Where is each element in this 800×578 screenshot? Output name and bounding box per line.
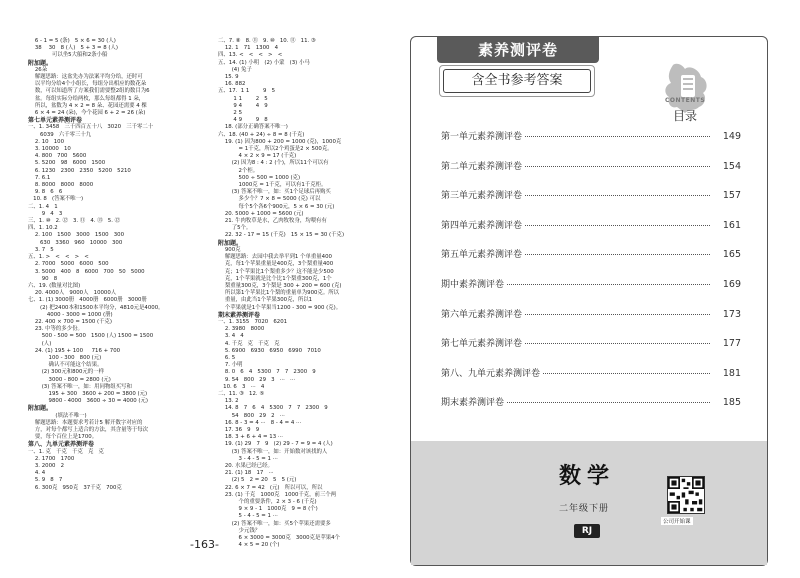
toc-entry[interactable] — [441, 129, 741, 159]
answer-line: 500 ÷ 500 = 1000 (克) — [218, 174, 301, 181]
answer-line: 了5个。 — [218, 225, 252, 232]
answer-line: 2. 7000 5000 6000 500 — [28, 261, 109, 268]
page-number: -163- — [190, 538, 219, 551]
answer-line: 21. 牛肉牧草是水，乙肉牧牧身，均喂有有 — [218, 218, 327, 225]
answer-line: 可以坐5大船和2条小船 — [28, 52, 108, 59]
answer-line: 五、17. 1 1 9 5 — [218, 88, 276, 95]
answer-line: 500 - 500 = 500 1500 (人) 1500 = 1500 — [28, 333, 154, 340]
answer-line: 4 × 5 = 20 (个) — [218, 542, 280, 549]
answer-line: 9 4 3 — [28, 210, 63, 217]
answer-line: 解题思路：这盆先办为法案平均分给，还时可 — [28, 74, 143, 81]
answer-line: (2) 5 2 = 20 5 5 (元) — [218, 477, 297, 484]
answer-line: 9 4 4 9 — [218, 102, 268, 109]
answer-line: 四、13. < < < > < — [218, 52, 283, 59]
grade-label: 二年级下册 — [559, 504, 610, 514]
answer-line: 2. 1700 1700 — [28, 455, 75, 462]
toc-leader-dots — [525, 314, 710, 315]
answer-line: 14. 8 7 6 4 5300 7 7 2300 9 — [218, 405, 328, 412]
answer-line: 3000 - 800 = 2800 (元) — [28, 376, 111, 383]
answer-line: 梨重量300克，3个梨是 300 + 200 = 600 (克) — [218, 282, 342, 289]
answer-line: 克，每1个苹果重量是400克，3个梨重量400 — [218, 261, 334, 268]
toc-entry-title: 第二单元素养测评卷 — [441, 161, 523, 172]
answer-line: (3) 答案不唯一，如：用同物组买写和 — [28, 383, 132, 390]
answer-line: 个苹果就是1个苹果当1200 - 300 = 900 (克)。 — [218, 304, 342, 311]
answer-line: 以平均分给4个小组长，每组分出相应的数花朵 — [28, 81, 147, 88]
toc-entry[interactable] — [441, 277, 741, 307]
answer-line: 90 8 — [28, 275, 58, 282]
answer-line: 3. 7 5 — [28, 246, 54, 253]
toc-entry-page: 154 — [722, 160, 741, 172]
answer-line: 每个5个各6个900元，5 × 6 = 30 (元) — [218, 203, 335, 210]
answer-line: 9. 54 800 29 3 ··· ··· — [218, 376, 296, 383]
answer-line: 6 × 4 = 24 (朵)，今个花园 6 + 2 = 26 (朵) — [28, 110, 146, 117]
toc-entry-page: 157 — [722, 190, 741, 202]
answer-column-middle — [218, 38, 406, 549]
answer-line: 10. 6 3 ··· 4 — [218, 383, 265, 390]
answer-line: (2) 答案不唯一，如：买5个苹果还需要多 — [218, 520, 331, 527]
toc-leader-dots — [507, 284, 710, 285]
answer-line: 6. 300克 950克 37千克 700克 — [28, 484, 122, 491]
answer-line: 3. 2000 2 — [28, 462, 64, 469]
answer-line: (4) 兔子 — [218, 66, 252, 73]
answer-line: 26朵 — [28, 66, 48, 73]
answer-line: 附加题。 — [28, 405, 53, 413]
toc-entry-page: 161 — [722, 219, 741, 231]
answer-line: 2 5 — [218, 110, 242, 117]
answer-line: 7. 小明 — [218, 362, 243, 369]
answer-line: 4000 - 3000 = 1000 (册) — [28, 311, 113, 318]
answer-line: 20. 5000 + 1000 = 5600 (元) — [218, 210, 304, 217]
toc-entry-page: 149 — [722, 131, 741, 142]
answer-line: (2) 把2400本和1500本平均分，4810元是4000。 — [28, 304, 164, 311]
answer-line: 7. 6.1 — [28, 174, 51, 181]
answer-line: 2个柜。 — [218, 167, 259, 174]
answer-line: 克；1个苹果比1个梨重多少？这不能是少500 — [218, 268, 334, 275]
answer-line: 重量，由此当1个苹果300克，所以1 — [218, 297, 313, 304]
answer-line: 2. 100 1500 3000 1500 300 — [28, 232, 125, 239]
toc-entry-page: 181 — [722, 367, 741, 379]
answer-line: 15. 9 — [218, 74, 239, 81]
answer-line: 6 × 3000 = 3000克 3000克是苹果4个 — [218, 535, 340, 542]
answer-line: 1000克 = 1千克，可以有1千克柜。 — [218, 182, 327, 189]
answer-line: 20. 水果已经已经。 — [218, 462, 273, 469]
toc-entry[interactable] — [441, 247, 741, 277]
answer-line: 9 × 9 - 1 1000克 9 = 8 (个) — [218, 506, 318, 513]
answer-line: 9. 8 6 6 — [28, 189, 63, 196]
toc-entry-title: 第五单元素养测评卷 — [441, 250, 523, 261]
cover-lower-band — [411, 441, 767, 565]
subject-title: 数学 — [559, 464, 616, 489]
toc-entry-page: 169 — [722, 278, 741, 290]
toc-entry[interactable] — [441, 395, 741, 425]
answer-line: 22. 32 - 17 = 15 (千克) 15 × 15 = 30 (千克) — [218, 232, 345, 239]
answer-line: 3 - 4 - 5 = 1 ··· — [218, 455, 278, 462]
toc-entry-title: 第四单元素养测评卷 — [441, 220, 523, 231]
toc-leader-dots — [525, 254, 710, 255]
answer-line: 38 30 8 (人) 5 + 3 = 8 (人) — [28, 45, 118, 52]
answer-line: 12. 1 71 1300 4 — [218, 45, 278, 52]
answer-line: 23. 中等的多少份。 — [28, 326, 83, 333]
answer-line: 少元钱？ — [218, 527, 261, 534]
qr-caption: 公司开始课 — [663, 519, 691, 525]
toc-entry-page: 185 — [722, 397, 741, 409]
answer-line: 三、1. ⑩ 2. ⑫ 3. ⑪ 4. ⑬ 5. ⑫ — [28, 218, 121, 225]
toc-entry-title: 期中素养测评卷 — [441, 279, 505, 290]
answer-line: 16. 882 — [218, 81, 246, 88]
toc-heading: 目录 — [673, 109, 698, 123]
answer-line: 一、1. 3155 7020 6201 — [218, 318, 288, 325]
answer-line: 5. 5200 98 6000 1500 — [28, 160, 106, 167]
toc-entry-title: 第一单元素养测评卷 — [441, 132, 523, 142]
toc-entry-title: 第七单元素养测评卷 — [441, 339, 523, 350]
edition-badge: RJ — [574, 524, 600, 538]
answer-line: 54 800 29 2 ··· — [218, 412, 285, 419]
answer-line: 100 - 300 800 (元) — [28, 354, 102, 361]
toc-panel — [410, 36, 768, 566]
answer-line: 第七单元素养测评卷 — [28, 117, 83, 125]
answer-line: (人) — [28, 340, 52, 347]
toc-leader-dots — [525, 136, 710, 137]
toc-entry-title: 第八、九单元素养测评卷 — [441, 368, 541, 379]
answer-line: 附加题。 — [28, 59, 53, 67]
answer-line: = 1千克，所以2个鸡蛋是2 × 500克。 — [218, 146, 333, 153]
answer-line: (3) 答案不唯一，如：买1个足球后再购买 — [218, 189, 331, 196]
answer-line: 19. (1) 因为800 + 200 = 1000 (克)，1000克 — [218, 138, 342, 145]
answer-line: 23. (1) 千克 1000克 1000千克，前三个两 — [218, 491, 337, 498]
answer-line: (2) 300元和800元的一样 — [28, 369, 104, 376]
answer-line: 4 9 9 8 — [218, 117, 268, 124]
answer-line: 4. 4 — [28, 470, 46, 477]
answer-line: 个的重要条件，2 × 3 - 6 (千克) — [218, 499, 317, 505]
answer-line: 195 + 300 3600 + 200 = 3800 (元) — [28, 390, 148, 397]
answer-line: 24. (1) 195 + 100 716 + 700 — [28, 347, 121, 354]
answer-line: 一、1. 克 千克 千克 克 克 — [28, 448, 104, 455]
answer-line: 8. 0 6 4 5300 7 7 2300 9 — [218, 369, 316, 376]
toc-entry[interactable] — [441, 366, 741, 396]
toc-entry[interactable] — [441, 159, 741, 189]
answer-line: 17. 36 9 9 — [218, 426, 260, 433]
answer-line: (填法不唯一) — [28, 412, 87, 419]
qr-code-icon — [667, 476, 705, 514]
answer-line: 方，对每个都写上适合的方法，其含量等于每次 — [28, 426, 149, 433]
answer-line: 3. 10000 10 — [28, 146, 71, 153]
answer-line: 4. 千克 克 千克 克 — [218, 340, 280, 347]
table-of-contents — [441, 129, 741, 425]
toc-entry-title: 期末素养测评卷 — [441, 398, 505, 409]
answer-line: 二、11. ③ 12. ⑤ — [218, 390, 265, 397]
answer-line: 5. 6900 6930 6950 6990 7010 — [218, 347, 321, 354]
answer-line: 所以，盆数为 4 × 2 = 8 朵、花园还需要 4 棵 — [28, 102, 147, 109]
answer-line: (3) 答案不唯一，如：开始数对该找的人 — [218, 448, 328, 455]
answer-line: 22. 400 × 700 = 1500 (千克) — [28, 318, 113, 325]
answer-line: 克，1个苹果就是比个比1个梨重300克，1个 — [218, 275, 332, 282]
answer-line: 所以第1个苹果比1个梨的重量单为900克。所以 — [218, 290, 340, 297]
toc-leader-dots — [525, 343, 710, 344]
answer-line: 19. (1) 29 7 9 (2) 29 - 7 = 9 = 4 (人) — [218, 441, 333, 448]
toc-entry-page: 165 — [722, 249, 741, 261]
answer-line: 二、7. ⑧ 8. ⑪ 9. ⑩ 10. ⑪ 11. ③ — [218, 38, 316, 44]
answer-line: 期末素养测评卷 — [218, 311, 261, 319]
toc-leader-dots — [525, 195, 710, 196]
answer-line: 10. 8 (答案不唯一) — [28, 196, 84, 203]
toc-leader-dots — [507, 402, 710, 403]
header-subtitle: 含全书参考答案 — [443, 69, 591, 93]
answer-line: 六、19. (数量对比图) — [28, 282, 81, 289]
header-title: 素养测评卷 — [437, 37, 599, 63]
answer-line: 6039 六千零三十九 — [28, 131, 92, 138]
answer-line: 附加题。 — [218, 239, 243, 247]
answer-line: 5 - 4 - 5 = 1 ··· — [218, 513, 278, 520]
answer-line: 2. 10 100 — [28, 138, 64, 145]
answer-line: 1 1 2 5 — [218, 95, 268, 102]
toc-leader-dots — [525, 166, 710, 167]
answer-line: 3. 4 4 — [218, 333, 244, 340]
answer-line: 6 - 1 = 5 (条) 5 × 6 = 30 (人) — [28, 38, 116, 44]
answer-line: 解题思路：本题要求考若计5 解开数字对应的 — [28, 419, 143, 426]
answer-line: 9800 - 4000 3600 ÷ 30 = 4000 (元) — [28, 398, 149, 405]
toc-entry[interactable] — [441, 336, 741, 366]
answer-line: 一、1. 3458 三千四百五十八 3020 三千零二十 — [28, 124, 154, 131]
answer-line: 18. 3 + 6 + 4 = 13 ··· — [218, 434, 283, 441]
answer-line: 4 × 2 × 9 = 17 (千克) — [218, 153, 297, 160]
answer-line: 5. 9 8 7 — [28, 477, 63, 484]
answer-line: 第八、九单元素养测评卷 — [28, 441, 95, 449]
toc-leader-dots — [543, 373, 710, 374]
answer-line: (2) 因为8 : 4 : 2 (个)，所以11个可以有 — [218, 160, 329, 167]
answer-line: 解题思路：去园中我去举平到1 个单重量400 — [218, 254, 332, 261]
answer-line: 21. (1) 18 17 ··· — [218, 470, 274, 477]
answer-line: 18. (部分正确答案不唯一) — [218, 124, 288, 131]
answer-line: 630 3360 960 10000 300 — [28, 239, 123, 246]
answer-column-left — [28, 38, 218, 543]
toc-entry-title: 第六单元素养测评卷 — [441, 309, 523, 320]
toc-entry-page: 177 — [722, 338, 741, 350]
answer-line: 6. 5 — [218, 354, 236, 361]
answer-line: 二、1. 4 1 — [28, 203, 58, 210]
answer-line: 五、14. (1) 小明 (2) 小蒙 (3) 小马 — [218, 59, 310, 66]
answer-line: 13. 2 — [218, 398, 239, 405]
answer-line: 数，可以知道所了方案我们需要整2组的数目为6 — [28, 88, 150, 95]
toc-entry-title: 第三单元素养测评卷 — [441, 191, 523, 202]
answer-line: 900克 — [218, 246, 241, 253]
answer-line: 22. 6 × 7 = 42 (元) 所以可以，所以 — [218, 484, 323, 491]
answer-line: 四、1. 10.2 — [28, 225, 58, 232]
answer-line: 要，每个百位上是1700。 — [28, 434, 98, 441]
answer-line: 六、18. (40 + 24) ÷ 8 = 8 (千克) — [218, 131, 305, 138]
toc-entry[interactable] — [441, 218, 741, 248]
answer-line: 16. 8 - 3 = 4 ··· 8 - 4 = 4 ··· — [218, 419, 302, 426]
toc-entry-page: 173 — [722, 308, 741, 320]
contents-label: CONTENTS — [665, 97, 706, 104]
answer-line: 6. 1230 2300 2350 5200 5210 — [28, 167, 131, 174]
toc-entry[interactable] — [441, 188, 741, 218]
answer-line: 确认不可能这个结果。 — [28, 362, 103, 369]
answer-line: 2. 3980 8000 — [218, 326, 265, 333]
toc-leader-dots — [525, 225, 710, 226]
toc-entry[interactable] — [441, 307, 741, 337]
answer-line: 20. 4000人 9000人 10000人 — [28, 290, 117, 297]
answer-line: 3. 5000 400 8 6000 700 50 5000 — [28, 268, 145, 275]
answer-line: 4. 800 700 5600 — [28, 153, 87, 160]
answer-line: 8. 8000 8000 8000 — [28, 182, 94, 189]
answer-line: 五、1. > < < > < — [28, 254, 89, 261]
answer-line: 盆。每组实际分给两枚，那么每组都得 1 朵， — [28, 95, 145, 102]
answer-line: 七、1. (1) 3000册 4000册 6000册 3000册 — [28, 297, 147, 304]
answer-line: 多少个？7 × 8 = 5000 (克) 可以 — [218, 196, 321, 203]
